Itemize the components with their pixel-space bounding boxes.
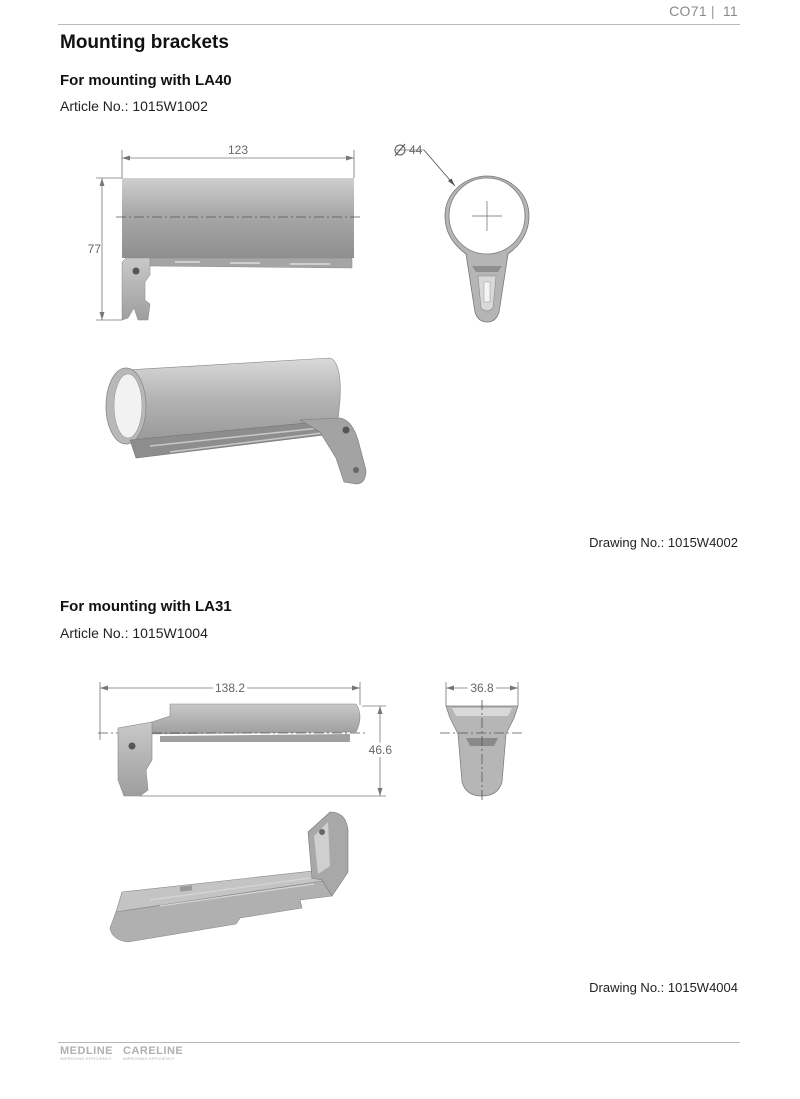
drawing-number-la31: Drawing No.: 1015W4004 [589, 980, 738, 995]
article-number-la40: Article No.: 1015W1002 [60, 98, 208, 114]
la31-perspective-view [110, 812, 348, 942]
footer-logo [60, 1045, 193, 1063]
header-separator: | [710, 3, 715, 19]
la40-perspective-view [106, 358, 366, 484]
footer-tagline-1: IMPROVING EFFICIENCY [60, 1056, 112, 1061]
section-title-la31: For mounting with LA31 [60, 598, 232, 615]
footer-divider [58, 1042, 740, 1043]
dim-height-la40: 77 [87, 242, 101, 256]
la40-end-view [395, 143, 529, 322]
page-header [669, 3, 738, 19]
page-number: 11 [722, 3, 738, 19]
dim-diameter-la40: 44 [409, 143, 423, 157]
la31-side-view [98, 681, 392, 796]
page-title: Mounting brackets [60, 32, 229, 53]
dim-length-la31: 138.2 [214, 681, 246, 695]
footer-tagline-2: IMPROVING EFFICIENCY [123, 1056, 175, 1061]
article-number-la31: Article No.: 1015W1004 [60, 625, 208, 641]
dim-length-la40: 123 [227, 143, 249, 157]
la31-end-view [440, 681, 524, 800]
footer-brand-medline: MEDLINE IMPROVING EFFICIENCY [60, 1045, 113, 1061]
drawing-number-la40: Drawing No.: 1015W4002 [589, 535, 738, 550]
header-divider [58, 24, 740, 25]
la40-side-view [88, 143, 360, 320]
footer-brand-careline: CARELINE IMPROVING EFFICIENCY [123, 1045, 184, 1061]
section-title-la40: For mounting with LA40 [60, 72, 232, 89]
dim-width-la31: 36.8 [470, 681, 494, 695]
doc-code: CO71 [669, 3, 707, 19]
dim-height-la31: 46.6 [368, 743, 392, 757]
